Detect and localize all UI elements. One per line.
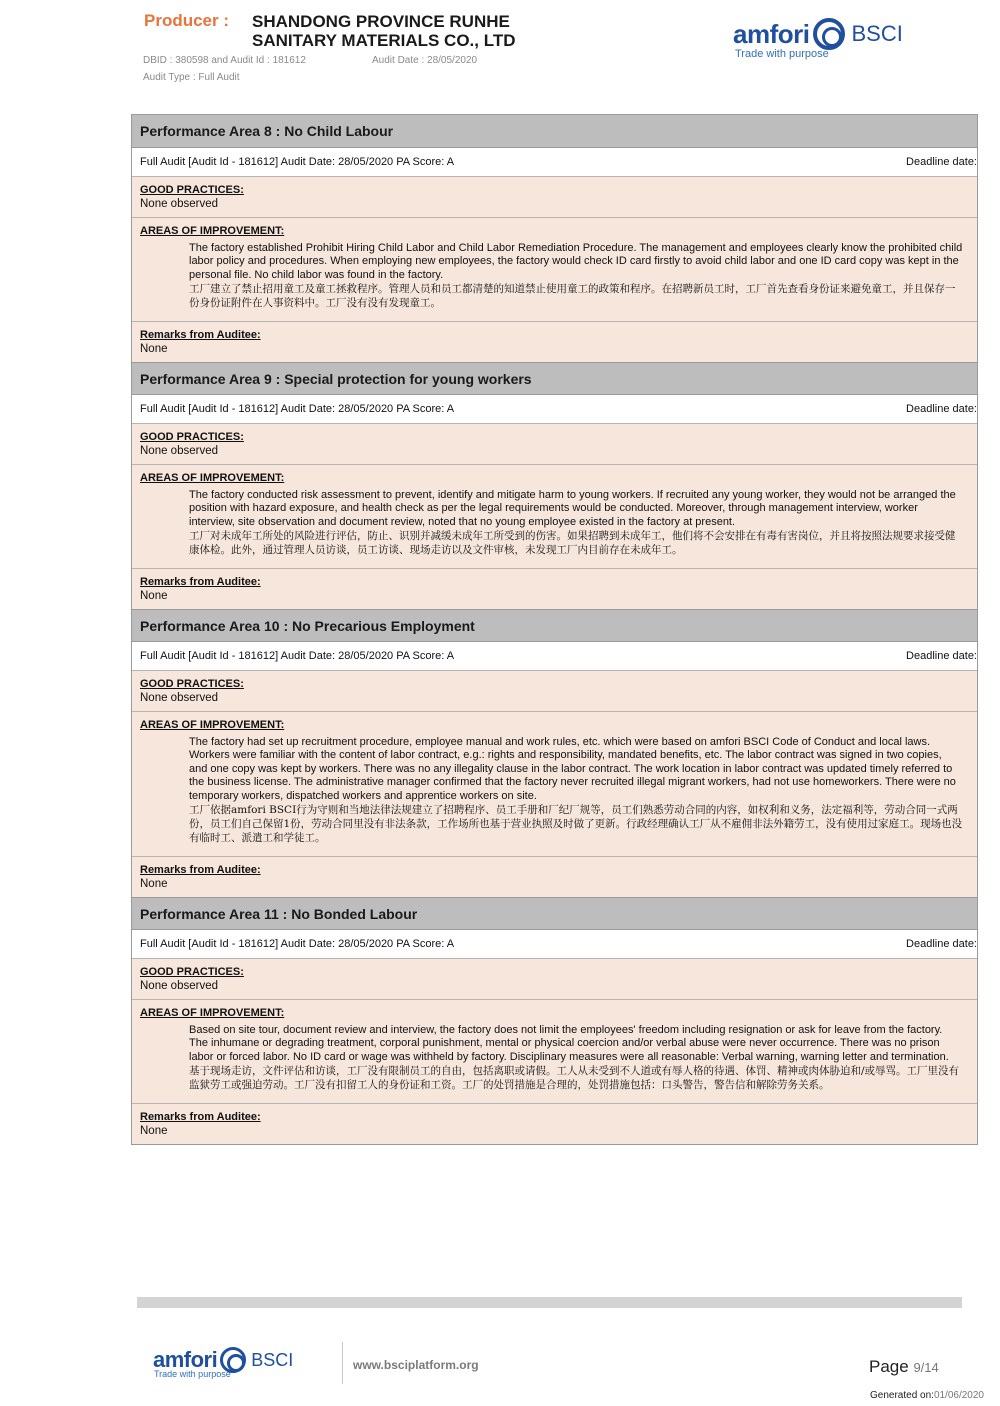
audit-info-row (132, 642, 977, 671)
audit-info-text: Full Audit [Audit Id - 181612] Audit Date: 28/05/2020 PA Score: A (140, 156, 455, 168)
audit-date: Audit Date : 28/05/2020 (372, 55, 478, 66)
good-practices-section (132, 959, 977, 1000)
footer-logo-tagline: Trade with purpose (154, 1369, 231, 1379)
deadline-label: Deadline date: (906, 650, 977, 662)
deadline-label: Deadline date: (906, 403, 977, 415)
good-practices-text: None observed (140, 691, 218, 704)
logo-tagline: Trade with purpose (735, 48, 829, 60)
good-practices-text: None observed (140, 444, 218, 457)
good-practices-section (132, 671, 977, 712)
deadline-label: Deadline date: (906, 156, 977, 168)
areas-of-improvement-label: AREAS OF IMPROVEMENT: (140, 472, 285, 484)
performance-areas-table (131, 114, 978, 1145)
generated-date: 01/06/2020 (933, 1390, 984, 1401)
page-label: Page (869, 1357, 909, 1376)
improvement-text-cn: 基于现场走访，文件评估和访谈，工厂没有限制员工的自由，包括离职或请假。工人从未受到不人道或有辱人格的待遇、体罚、精神或肉体胁迫和/或辱骂。工厂里没有监狱劳工或强迫劳动。工厂没有扣留工人的身份证和工资。工厂的处罚措施是合理的，处罚措施包括：口头警告，警告信和解除劳务关系。 (189, 1065, 960, 1091)
logo-brand: amfori (733, 18, 810, 49)
good-practices-label: GOOD PRACTICES: (140, 678, 244, 690)
audit-info-row (132, 930, 977, 959)
logo-bsci: BSCI (851, 21, 903, 46)
remarks-section (132, 1104, 977, 1144)
good-practices-section (132, 177, 977, 218)
generated-label: Generated on: (870, 1390, 934, 1401)
performance-area-title: Performance Area 11 : No Bonded Labour (132, 897, 977, 930)
performance-area-title: Performance Area 9 : Special protection for young workers (132, 362, 977, 395)
good-practices-text: None observed (140, 197, 218, 210)
improvement-text-en: The factory had set up recruitment procedure, employee manual and work rules, etc. which were based on amfori BSCI Code of Conduct and local laws. Workers were familiar with the content of labor contract, e.g.: rights and responsibility, mandated benefits, etc. The labor contract was signed in two copies, and one copy was kept by workers. There was no any illegality clause in the labor contract. The work location in labor contract was updated timely referred to the business license. The administrative manager confirmed that the factory never recruited illegal migrant workers, had not use homeworkers. There were no temporary workers, dispatched workers and apprentice workers on site. (189, 735, 956, 802)
improvement-text-cn: 工厂对未成年工所处的风险进行评估，防止、识别并减缓未成年工所受到的伤害。如果招聘到未成年工，他们将不会安排在有毒有害岗位，并且将按照法规要求接受健康体检。此外，通过管理人员访谈，员工访谈、现场走访以及文件审核，未发现工厂内目前存在未成年工。 (189, 530, 956, 556)
audit-info-text: Full Audit [Audit Id - 181612] Audit Date: 28/05/2020 PA Score: A (140, 938, 455, 950)
footer-website: www.bsciplatform.org (353, 1358, 479, 1372)
company-name (252, 12, 582, 50)
footer-amfori-bsci-logo (153, 1345, 294, 1379)
remarks-section (132, 322, 977, 362)
remarks-label: Remarks from Auditee: (140, 329, 261, 341)
remarks-section (132, 569, 977, 609)
company-name-line2: SANITARY MATERIALS CO., LTD (252, 31, 516, 50)
good-practices-label: GOOD PRACTICES: (140, 966, 244, 978)
performance-area-title: Performance Area 10 : No Precarious Employment (132, 609, 977, 642)
remarks-text: None (140, 342, 168, 355)
producer-label: Producer : (144, 11, 230, 30)
audit-info-text: Full Audit [Audit Id - 181612] Audit Date: 28/05/2020 PA Score: A (140, 650, 455, 662)
page-indicator (869, 1357, 939, 1377)
audit-info-row (132, 148, 977, 177)
deadline-label: Deadline date: (906, 938, 977, 950)
areas-of-improvement-label: AREAS OF IMPROVEMENT: (140, 225, 285, 237)
footer-logo-brand: amfori (153, 1347, 218, 1372)
areas-of-improvement-label: AREAS OF IMPROVEMENT: (140, 1007, 285, 1019)
good-practices-label: GOOD PRACTICES: (140, 431, 244, 443)
remarks-text: None (140, 1124, 168, 1137)
footer-logo-bsci: BSCI (251, 1349, 294, 1370)
areas-of-improvement-section (132, 1000, 977, 1104)
improvement-text-cn: 工厂依据amfori BSCI行为守则和当地法律法规建立了招聘程序、员工手册和厂纪厂规等，员工们熟悉劳动合同的内容，如权利和义务，法定福利等，劳动合同一式两份，员工们自己保留1份，劳动合同里没有非法条款，工作场所也基于营业执照及时做了更新。行政经理确认工厂从不雇佣非法外籍劳工，没有使用过家庭工。现场也没有临时工、派遣工和学徒工。 (189, 804, 963, 844)
amfori-ring-icon (813, 18, 845, 50)
improvement-text-en: Based on site tour, document review and interview, the factory does not limit the employees' freedom including resignation or ask for leave from the factory. The inhumane or degrading treatment, corporal punishment, mental or physical coercion and/or verbal abuse were never occurrence. There was no prison labor or forced labor. No ID card or wage was withheld by factory. Disciplinary measures were all reasonable: Verbal warning, warning letter and termination. (189, 1023, 949, 1063)
performance-area-9 (132, 362, 977, 609)
remarks-text: None (140, 877, 168, 890)
performance-area-11 (132, 897, 977, 1144)
page-number: 9/14 (913, 1360, 939, 1375)
areas-of-improvement-section (132, 712, 977, 857)
remarks-label: Remarks from Auditee: (140, 864, 261, 876)
remarks-label: Remarks from Auditee: (140, 576, 261, 588)
areas-of-improvement-section (132, 218, 977, 322)
remarks-section (132, 857, 977, 897)
remarks-label: Remarks from Auditee: (140, 1111, 261, 1123)
improvement-text-en: The factory conducted risk assessment to prevent, identify and mitigate harm to young workers. If recruited any young worker, they would not be arranged the position with hazard exposure, and health check as per the legal requirements would be conducted. Moreover, through management interview, worker interview, site observation and document review, noted that no young employee existed in the factory at present. (189, 488, 956, 528)
footer-separator (342, 1342, 343, 1384)
audit-info-row (132, 395, 977, 424)
improvement-text-en: The factory established Prohibit Hiring Child Labor and Child Labor Remediation Procedure. The management and employees clearly know the prohibited child labor policy and procedures. When employing new employees, the factory would check ID card firstly to avoid child labor and one ID card copy was kept in the personal file. No child labor was found in the factory. (189, 241, 963, 281)
good-practices-label: GOOD PRACTICES: (140, 184, 244, 196)
performance-area-8 (132, 115, 977, 362)
company-name-line1: SHANDONG PROVINCE RUNHE (252, 12, 510, 31)
good-practices-section (132, 424, 977, 465)
remarks-text: None (140, 589, 168, 602)
audit-info-text: Full Audit [Audit Id - 181612] Audit Date: 28/05/2020 PA Score: A (140, 403, 455, 415)
areas-of-improvement-label: AREAS OF IMPROVEMENT: (140, 719, 285, 731)
improvement-text-cn: 工厂建立了禁止招用童工及童工拯救程序。管理人员和员工都清楚的知道禁止使用童工的政策和程序。在招聘新员工时，工厂首先查看身份证来避免童工，并且保存一份身份证附件在人事资料中。工厂没有没有发现童工。 (189, 283, 956, 309)
footer-divider-bar (137, 1297, 962, 1308)
dbid-audit-id: DBID : 380598 and Audit Id : 181612 (143, 55, 306, 66)
audit-type: Audit Type : Full Audit (143, 72, 240, 83)
generated-on (870, 1390, 984, 1401)
amfori-bsci-logo (733, 14, 903, 60)
performance-area-title: Performance Area 8 : No Child Labour (132, 115, 977, 148)
performance-area-10 (132, 609, 977, 897)
areas-of-improvement-section (132, 465, 977, 569)
good-practices-text: None observed (140, 979, 218, 992)
